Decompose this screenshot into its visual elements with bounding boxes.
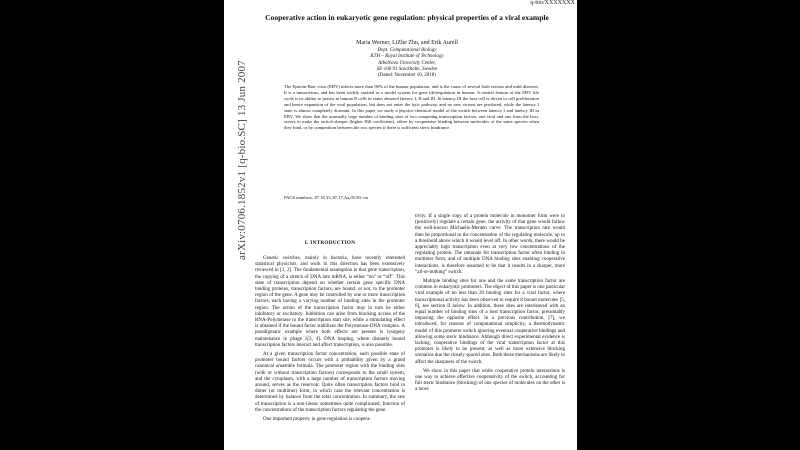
section-heading-introduction: I. INTRODUCTION — [304, 240, 356, 246]
right-column — [415, 214, 565, 394]
author-affiliation — [252, 48, 562, 73]
paragraph: Multiple binding sites for one and the same transcription factor are common in eukaryotic promoters. The object of this paper is one particular viral example of no less than 20 binding sites for a viral factor, where transcriptional activity has been observed to require 8 bound molecules [5, 6], see section II below. In addition, these sites are interleaved with an equal number of binding sites of a host transcription factor, presumably imposing the opposite effect. In a previous contribution, [7], we introduced, for reasons of computational simplicity, a thermodynamic model of this promoter switch ignoring eventual cooperative bindings and allowing some steric hindrance. Although direct experimental evidence is lacking, cooperative bindings of the viral transcription factor at this promoter is likely to be present, as well as more extensive blocking scenarios due the closely spaced sites. Both these mechanisms are likely to affect the sharpness of the switch. — [415, 279, 565, 365]
header-identifier: q-bio/XXXXXXX — [530, 0, 575, 6]
abstract: The Epstein-Barr virus (EBV) infects more than 90% of the human population, and is the cause of several both serious and mild diseases. It is a tumorivirus, and has been widely studied as a model system for gene (de)regulation in human. A central feature of the EBV life cycle is its ability to persist in human B cells in states denoted latency I, II and III. In latency III the host cell is driven to cell proliferation and hence expansion of the viral population, but does not enter the lytic pathway, and no new virions are produced, while the latency I state is almost completely dormant. In this paper we study a physico-chemical model of the switch between latency I and latency III in EBV. We show that the unusually large number of binding sites of two competing transcription factors, one viral and one from the host, serves to make the switch sharper (higher Hill coefficient), either by cooperative binding between molecules of the same species when they bind, or by competition between the two species if there is sufficient steric hindrance. — [284, 84, 539, 131]
document-page — [224, 0, 577, 450]
affiliation-line: Dept. Computational Biology — [377, 48, 437, 53]
paragraph: Genetic switches, mainly in bacteria, have recently interested statistical physicists, and work in this direction has been extensively reviewed in [1, 2]. The fundamental assumption is that gene transcription, the copying of a stretch of DNA into mRNA, is either “on” or “off”. This state of transcription depend on whether certain gene specific DNA binding proteins, transcription factors, are bound, or not, to the promoter region of the gene. A gene may be controlled by one or more transcription factors, each having a varying number of binding sites in the promoter region. The action of the transcription factor may in turn be either inhibitory or excitatory. Inhibition can arise from blocking access of the RNA-Polymerase to the transcription start site, while a stimulating effect is obtained if the bound factor stabilizes the Polymerase-DNA complex. A paradigmatic example where both effects are present is lysogeny maintenance in phage λ[3, 4]. DNA looping, where distantly bound transcription factors interact and affect transcription, is also possible. — [255, 256, 405, 348]
viewer-background-right — [577, 0, 800, 450]
paper-authors: Maria Werner, LiZhe Zhu, and Erik Aurell — [356, 40, 458, 46]
paragraph: One important property in gene regulation is coopera- — [263, 417, 371, 423]
viewer-background-left — [0, 0, 224, 450]
paragraph: At a given transcription factor concentration, each possible state of promoter bound factors occurs with a probability given by a grand canonical ensemble formula. The promoter region with the binding sites (with or without transcription factors) corresponds to the small system, and the cytoplasm, with a large number of transcription factors moving around, serves as the reservoir. Quite often transcription factors bind in dimer (or multimer) form, in which case the relevant concentration is determined by balance from the total concentration. In summary, the rate of transcription is a non-linear, sometimes quite complicated, function of the concentrations of the transcription factors regulating the gene. — [255, 352, 405, 413]
affiliation-line: SE-106 91 Stockholm, Sweden — [376, 66, 438, 72]
paper-title: Cooperative action in eukaryotic gene regulation: physical properties of a viral example — [265, 13, 549, 22]
left-column — [255, 256, 405, 423]
affiliation-line: AlbaNova University Center, — [378, 60, 436, 66]
paragraph: We show in this paper that while cooperative protein interactions is one way to achieve effective cooperativity of the switch, accounting for full steric hindrance (blocking) of one species of molecules on the other is a more — [415, 368, 565, 393]
arxiv-stamp: arXiv:0706.1852v1 [q-bio.SC] 13 Jun 2007 — [236, 60, 248, 260]
paragraph: tivity. If a single copy of a protein molecule in monomer form were to (positively) regulate a certain gene, the activity of that gene would follow the well-known Michaelis-Menten curve. The transcription rate would then be proportional to the concentration of the regulating molecule, up to a threshold above which it would level off. In other words, there would be appreciably high transcription even at very low concentrations of the regulating protein. The rationale for transcription factor often binding in multimer form, and of multiple DNA binding sites enabling cooperative interactions, is therefore assumed to be that it results in a sharper, more “all-or-nothing” switch. — [415, 214, 565, 275]
pacs-numbers: PACS numbers: 87.16.Yc,87.17.Aa,05.90.+m — [284, 195, 369, 200]
affiliation-line: KTH – Royal Institute of Technology — [370, 54, 444, 60]
paper-date: (Dated: November 10, 2018) — [378, 73, 436, 78]
